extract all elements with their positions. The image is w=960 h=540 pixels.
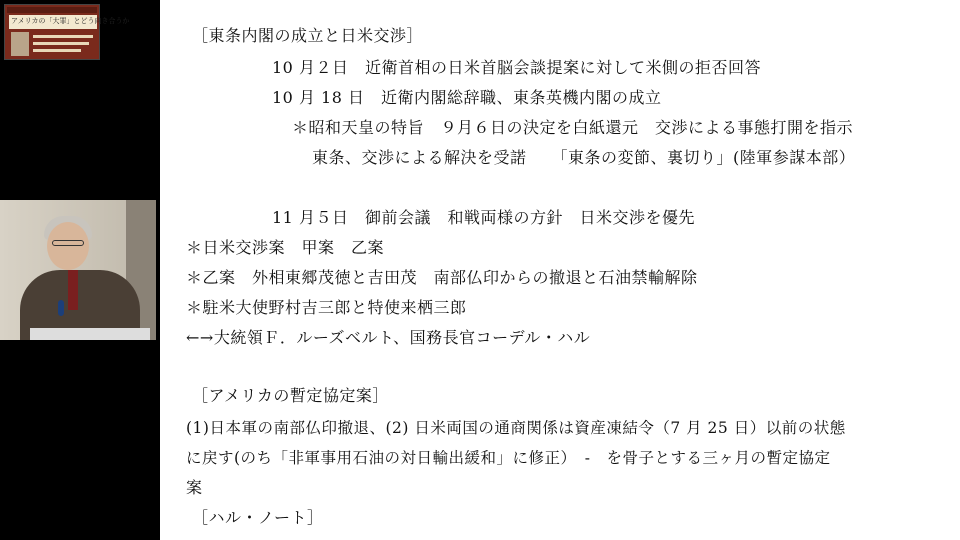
thumbnail-text-line (33, 35, 93, 38)
podium (30, 328, 150, 340)
text-line: ＊昭和天皇の特旨 ９月６日の決定を白紙還元 交渉による事態打開を指示 (292, 118, 854, 137)
text-line: ←→大統領Ｆ．ルーズベルト、国務長官コーデル・ハル (186, 328, 591, 347)
text-line: 10 月 18 日 近衛内閣総辞職、東条英機内閣の成立 (272, 88, 662, 107)
text-line: 11 月５日 御前会議 和戦両様の方針 日米交渉を優先 (272, 208, 695, 227)
text-line: 東条、交渉による解決を受諾 「東条の変節、裏切り」(陸軍参謀本部） (312, 148, 856, 167)
thumbnail-text-line (33, 42, 89, 45)
speaker-glasses (52, 240, 84, 246)
text-line: (1)日本軍の南部仏印撤退、(2) 日米両国の通商関係は資産凍結令（7 月 25 日）以前の状態 (186, 419, 846, 437)
thumbnail-speaker-photo (11, 32, 29, 56)
thumbnail-header-bar (7, 7, 97, 13)
speaker-head (47, 222, 89, 270)
slide-thumbnail[interactable] (4, 4, 130, 60)
section-heading: ［アメリカの暫定協定案］ (192, 386, 389, 405)
section-heading: ［ハル・ノート］ (192, 508, 324, 527)
thumbnail-text-line (33, 49, 81, 52)
speaker-tie (68, 270, 78, 310)
thumbnail-title: アメリカの「大罪」とどう向き合うか (11, 17, 130, 25)
text-line: ＊日米交渉案 甲案 乙案 (186, 238, 385, 257)
speaker-video-feed[interactable] (0, 200, 156, 340)
text-line: ＊駐米大使野村吉三郎と特使来栖三郎 (186, 298, 467, 317)
section-heading: ［東条内閣の成立と日米交渉］ (192, 26, 424, 45)
text-line: 10 月２日 近衛首相の日米首脳会談提案に対して米側の拒否回答 (272, 58, 761, 77)
text-line: に戻す(のち「非軍事用石油の対日輸出緩和」に修正） - を骨子とする三ヶ月の暫定協定 (186, 449, 831, 467)
text-line: 案 (186, 478, 203, 497)
text-line: ＊乙案 外相東郷茂徳と吉田茂 南部仏印からの撤退と石油禁輸解除 (186, 268, 698, 287)
microphone-icon (58, 300, 64, 316)
